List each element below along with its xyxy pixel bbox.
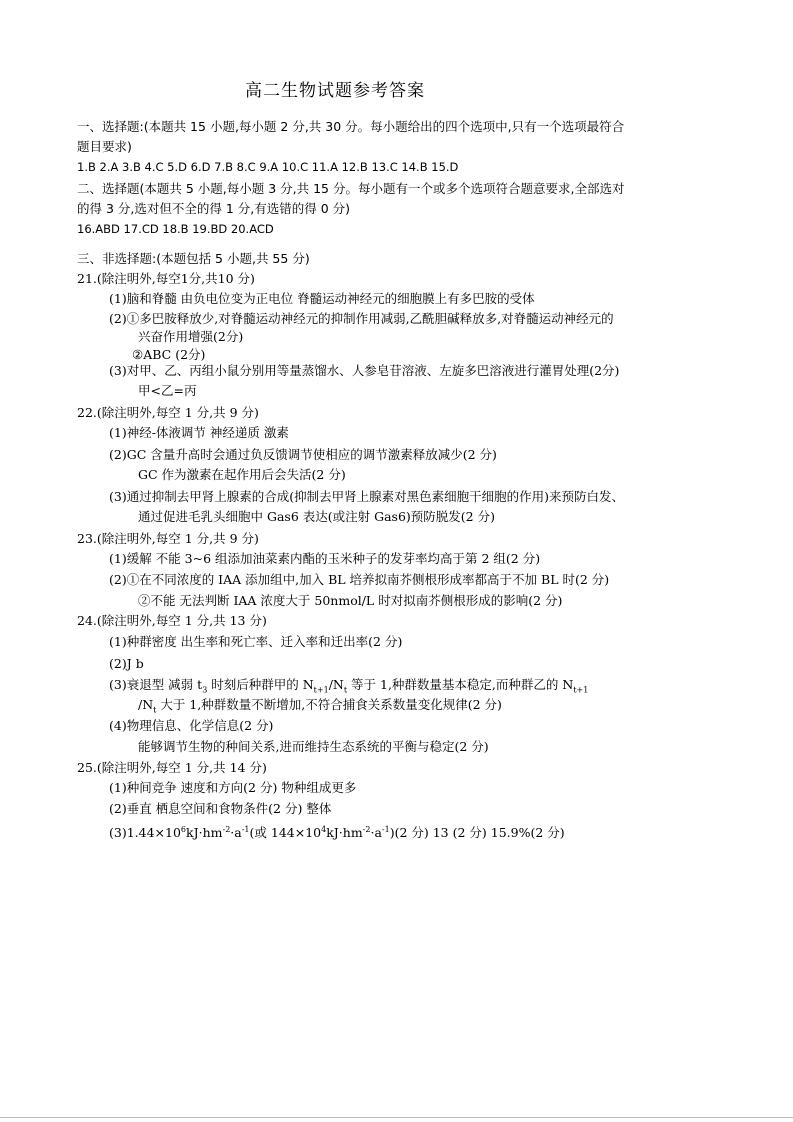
q24-part3-sub-b: t+1: [313, 685, 329, 695]
page-title: 高二生物试题参考答案: [245, 81, 425, 101]
q25-part3-sup-4: 4: [321, 825, 327, 834]
q25-part3-text-g: )(2 分) 13 (2 分) 15.9%(2 分): [389, 825, 565, 841]
q23-part2-sub2: ②不能 无法判断 IAA 浓度大于 50nmol/L 时对拟南芥侧根形成的影响(2 分): [138, 593, 563, 608]
q24-part3-text-a: (3)衰退型 减弱 t: [109, 677, 203, 692]
q25-part3-sup-2: -2: [222, 825, 231, 834]
section2-heading-cont: 的得 3 分,选对但不全的得 1 分,有选错的得 0 分): [77, 201, 351, 216]
q24-part4-cont: 能够调节生物的种间关系,进而维持生态系统的平衡与稳定(2 分): [138, 739, 489, 754]
q25-part3-text-e: kJ·hm: [326, 825, 363, 841]
q24-heading: 24.(除注明外,每空 1 分,共 13 分): [77, 613, 267, 628]
q21-part3: (3)对甲、乙、丙组小鼠分别用等量蒸馏水、人参皂苷溶液、左旋多巴溶液进行灌胃处理(2分): [109, 363, 620, 378]
q25-part3: [109, 821, 565, 842]
q25-part3-text-f: ·a: [370, 825, 382, 841]
section2-heading: 二、选择题(本题共 5 小题,每小题 3 分,共 15 分。每小题有一个或多个选项符合题意要求,全部选对: [77, 181, 625, 196]
q24-part1: (1)种群密度 出生率和死亡率、迁入率和迁出率(2 分): [109, 634, 403, 649]
q22-part2-cont: GC 作为激素在起作用后会失活(2 分): [138, 467, 346, 482]
q21-part2: (2)①多巴胺释放少,对脊髓运动神经元的抑制作用减弱,乙酰胆碱释放多,对脊髓运动神经元的: [109, 311, 614, 326]
q24-part3-sub-d: t+1: [573, 685, 589, 695]
q24-part3-cont-text-a: /N: [138, 697, 154, 712]
q24-part2: (2)J b: [109, 656, 144, 671]
q25-part3-sup-3: -1: [241, 825, 250, 834]
q24-part3-text-b: 时刻后种群甲的 N: [207, 677, 314, 692]
q25-part2: (2)垂直 栖息空间和食物条件(2 分) 整体: [109, 801, 332, 816]
q22-part1: (1)神经-体液调节 神经递质 激素: [109, 425, 289, 440]
q25-part3-text-c: ·a: [230, 825, 242, 841]
q24-part3-cont: [138, 696, 502, 720]
q22-part2: (2)GC 含量升高时会通过负反馈调节使相应的调节激素释放减少(2 分): [109, 447, 497, 462]
q24-part3-text-c: /N: [328, 677, 344, 692]
q25-part3-sup-6: -1: [381, 825, 390, 834]
section3-heading: 三、非选择题:(本题包括 5 小题,共 55 分): [77, 251, 310, 266]
q21-part1: (1)脑和脊髓 由负电位变为正电位 脊髓运动神经元的细胞膜上有多巴胺的受体: [109, 291, 535, 306]
q23-part2: (2)①在不同浓度的 IAA 添加组中,加入 BL 培养拟南芥侧根形成率都高于不加 BL 时(2 分): [109, 572, 610, 587]
q24-part3-cont-sub: t: [153, 705, 157, 715]
q24-part3-sub-a: 3: [202, 685, 208, 695]
q25-part3-sup-1: 6: [180, 825, 187, 834]
page-bottom-rule: [0, 1117, 793, 1118]
q22-part3: (3)通过抑制去甲肾上腺素的合成(抑制去甲肾上腺素对黑色素细胞干细胞的作用)来预防白发、: [109, 489, 624, 504]
q23-heading: 23.(除注明外,每空 1 分,共 9 分): [77, 531, 259, 546]
q23-part1: (1)缓解 不能 3~6 组添加油菜素内酯的玉米种子的发芽率均高于第 2 组(2 分): [109, 551, 541, 566]
q25-part3-text-d: (或 144×10: [249, 825, 322, 841]
q25-heading: 25.(除注明外,每空 1 分,共 14 分): [77, 760, 267, 775]
section1-heading-cont: 题目要求): [77, 139, 132, 154]
q24-part3-sub-c: t: [343, 685, 348, 695]
q22-heading: 22.(除注明外,每空 1 分,共 9 分): [77, 405, 259, 420]
q24-part4: (4)物理信息、化学信息(2 分): [109, 718, 274, 733]
q21-part2-cont: 兴奋作用增强(2分): [138, 329, 244, 344]
q22-part3-cont: 通过促进毛乳头细胞中 Gas6 表达(或注射 Gas6)预防脱发(2 分): [138, 509, 495, 524]
q24-part3-text-d: 等于 1,种群数量基本稳定,而种群乙的 N: [347, 677, 574, 692]
q25-part3-sup-5: -2: [362, 825, 371, 834]
q21-heading: 21.(除注明外,每空1分,共10 分): [77, 271, 255, 286]
q24-part3-cont-text-b: 大于 1,种群数量不断增加,不符合捕食关系数量变化规律(2 分): [156, 697, 502, 712]
section1-answers: 1.B 2.A 3.B 4.C 5.D 6.D 7.B 8.C 9.A 10.C 11.A 12.B 13.C 14.B 15.D: [77, 160, 459, 174]
q21-part2-sub2: ②ABC (2分): [132, 347, 206, 362]
section2-answers: 16.ABD 17.CD 18.B 19.BD 20.ACD: [77, 222, 274, 236]
section1-heading: 一、选择题:(本题共 15 小题,每小题 2 分,共 30 分。每小题给出的四个选项中,只有一个选项最符合: [77, 119, 625, 134]
q25-part3-text-b: kJ·hm: [186, 825, 223, 841]
q25-part1: (1)种间竞争 速度和方向(2 分) 物种组成更多: [109, 780, 357, 795]
q25-part3-text-a: (3)1.44×10: [109, 825, 181, 841]
q21-part3-cont: 甲<乙=丙: [138, 383, 197, 398]
